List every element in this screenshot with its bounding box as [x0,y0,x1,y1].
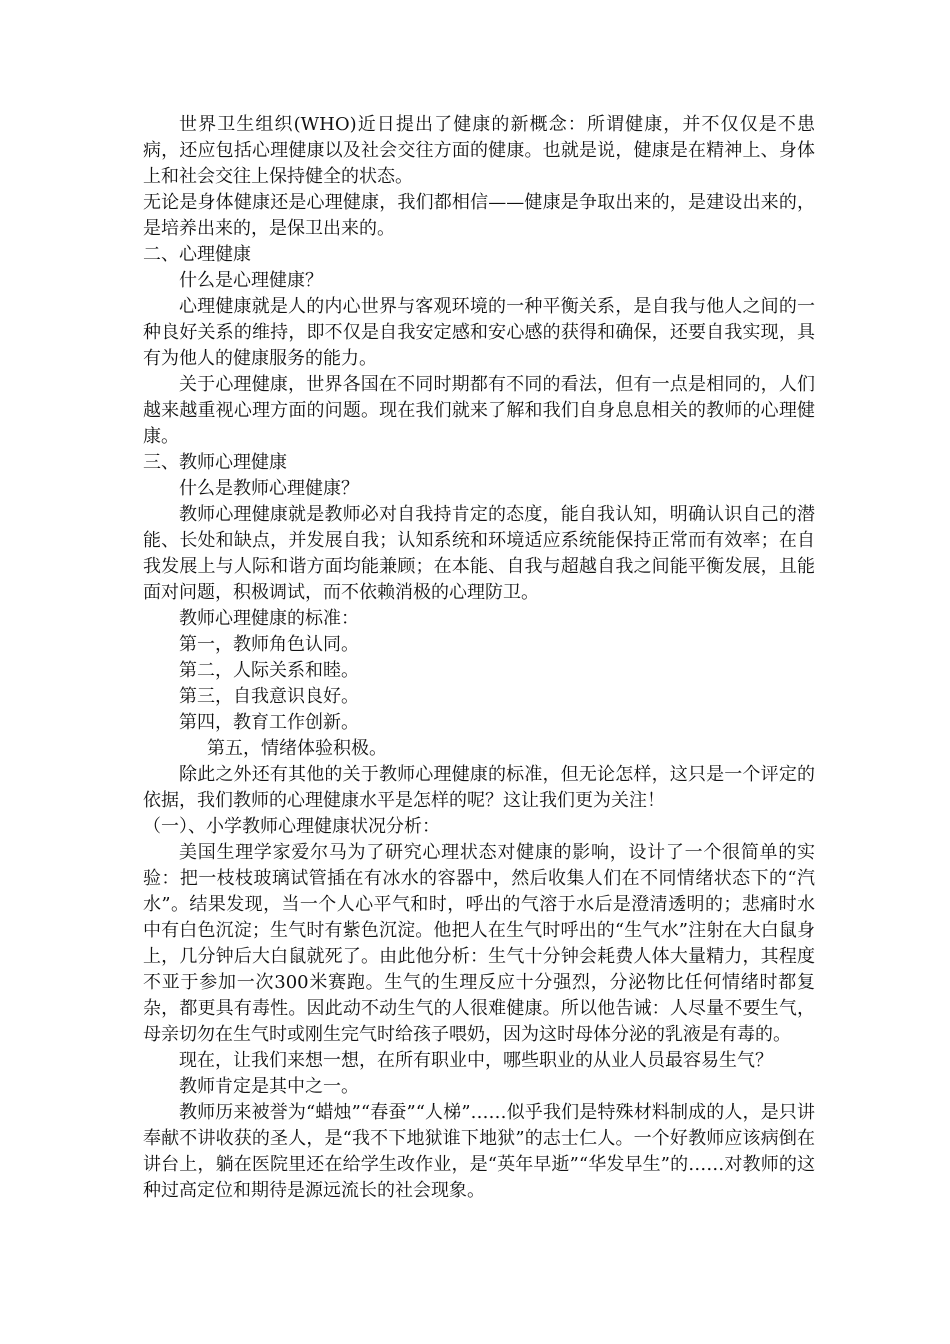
paragraph-teacher-mental-health-definition: 教师心理健康就是教师必对自我持肯定的态度，能自我认知，明确认识自己的潜能、长处和缺点，并发展自我；认知系统和环境适应系统能保持正常而有效率；在自我发展上与人际和谐方面均能兼顾；在本能、自我与超越自我之间能平衡发展，且能面对问题，积极调试，而不依赖消极的心理防卫。 [143,504,815,603]
paragraph-who-definition: 世界卫生组织(WHO)近日提出了健康的新概念：所谓健康，并不仅仅是不患病，还应包括心理健康以及社会交往方面的健康。也就是说，健康是在精神上、身体上和社会交往上保持健全的状态。 [143,114,815,187]
standard-item-1: 第一，教师角色认同。 [179,634,359,655]
paragraph-mental-health-definition: 心理健康就是人的内心世界与客观环境的一种平衡关系，是自我与他人之间的一种良好关系的维持，即不仅是自我安定感和安心感的获得和确保，还要自我实现，具有为他人的健康服务的能力。 [143,296,815,369]
standard-item-2: 第二，人际关系和睦。 [179,660,359,681]
paragraph-mental-health-views: 关于心理健康，世界各国在不同时期都有不同的看法，但有一点是相同的，人们越来越重视心理方面的问题。现在我们就来了解和我们自身息息相关的教师的心理健康。 [143,374,815,447]
paragraph-which-profession: 现在，让我们来想一想，在所有职业中，哪些职业的从业人员最容易生气？ [179,1050,773,1071]
question-what-is-mental-health: 什么是心理健康？ [179,270,323,291]
standard-item-5: 第五，情绪体验积极。 [207,738,387,759]
subsection-heading-analysis: （一）、小学教师心理健康状况分析： [143,816,440,837]
paragraph-teacher-is-one: 教师肯定是其中之一。 [179,1076,359,1097]
standard-item-3: 第三，自我意识良好。 [179,686,359,707]
document-body [143,112,815,1204]
paragraph-health-belief [143,190,815,242]
question-what-is-teacher-mental-health: 什么是教师心理健康？ [179,478,359,499]
paragraph-other-standards: 除此之外还有其他的关于教师心理健康的标准，但无论怎样，这只是一个评定的依据，我们教师的心理健康水平是怎样的呢？这让我们更为关注！ [143,764,815,811]
section-heading-teacher-mental-health: 三、教师心理健康 [143,452,287,473]
standard-item-4: 第四，教育工作创新。 [179,712,359,733]
paragraph-health-belief-text: 无论是身体健康还是心理健康，我们都相信——健康是争取出来的，是建设出来的，是培养出来的，是保卫出来的。 [143,192,815,239]
standards-heading: 教师心理健康的标准： [179,608,359,629]
section-heading-mental-health: 二、心理健康 [143,244,251,265]
paragraph-teacher-praise: 教师历来被誉为“蜡烛”“春蚕”“人梯”……似乎我们是特殊材料制成的人，是只讲奉献不讲收获的圣人，是“我不下地狱谁下地狱”的志士仁人。一个好教师应该病倒在讲台上，躺在医院里还在给学生改作业，是“英年早逝”“华发早生”的……对教师的这种过高定位和期待是源远流长的社会现象。 [143,1102,815,1201]
paragraph-elma-experiment: 美国生理学家爱尔马为了研究心理状态对健康的影响，设计了一个很简单的实验：把一枝枝玻璃试管插在有冰水的容器中，然后收集人们在不同情绪状态下的“汽水”。结果发现，当一个人心平气和时，呼出的气溶于水后是澄清透明的；悲痛时水中有白色沉淀；生气时有紫色沉淀。他把人在生气时呼出的“生气水”注射在大白鼠身上，几分钟后大白鼠就死了。由此他分析：生气十分钟会耗费人体大量精力，其程度不亚于参加一次300米赛跑。生气的生理反应十分强烈，分泌物比任何情绪时都复杂，都更具有毒性。因此动不动生气的人很难健康。所以他告诫：人尽量不要生气，母亲切勿在生气时或刚生完气时给孩子喂奶，因为这时母体分泌的乳液是有毒的。 [143,842,815,1045]
